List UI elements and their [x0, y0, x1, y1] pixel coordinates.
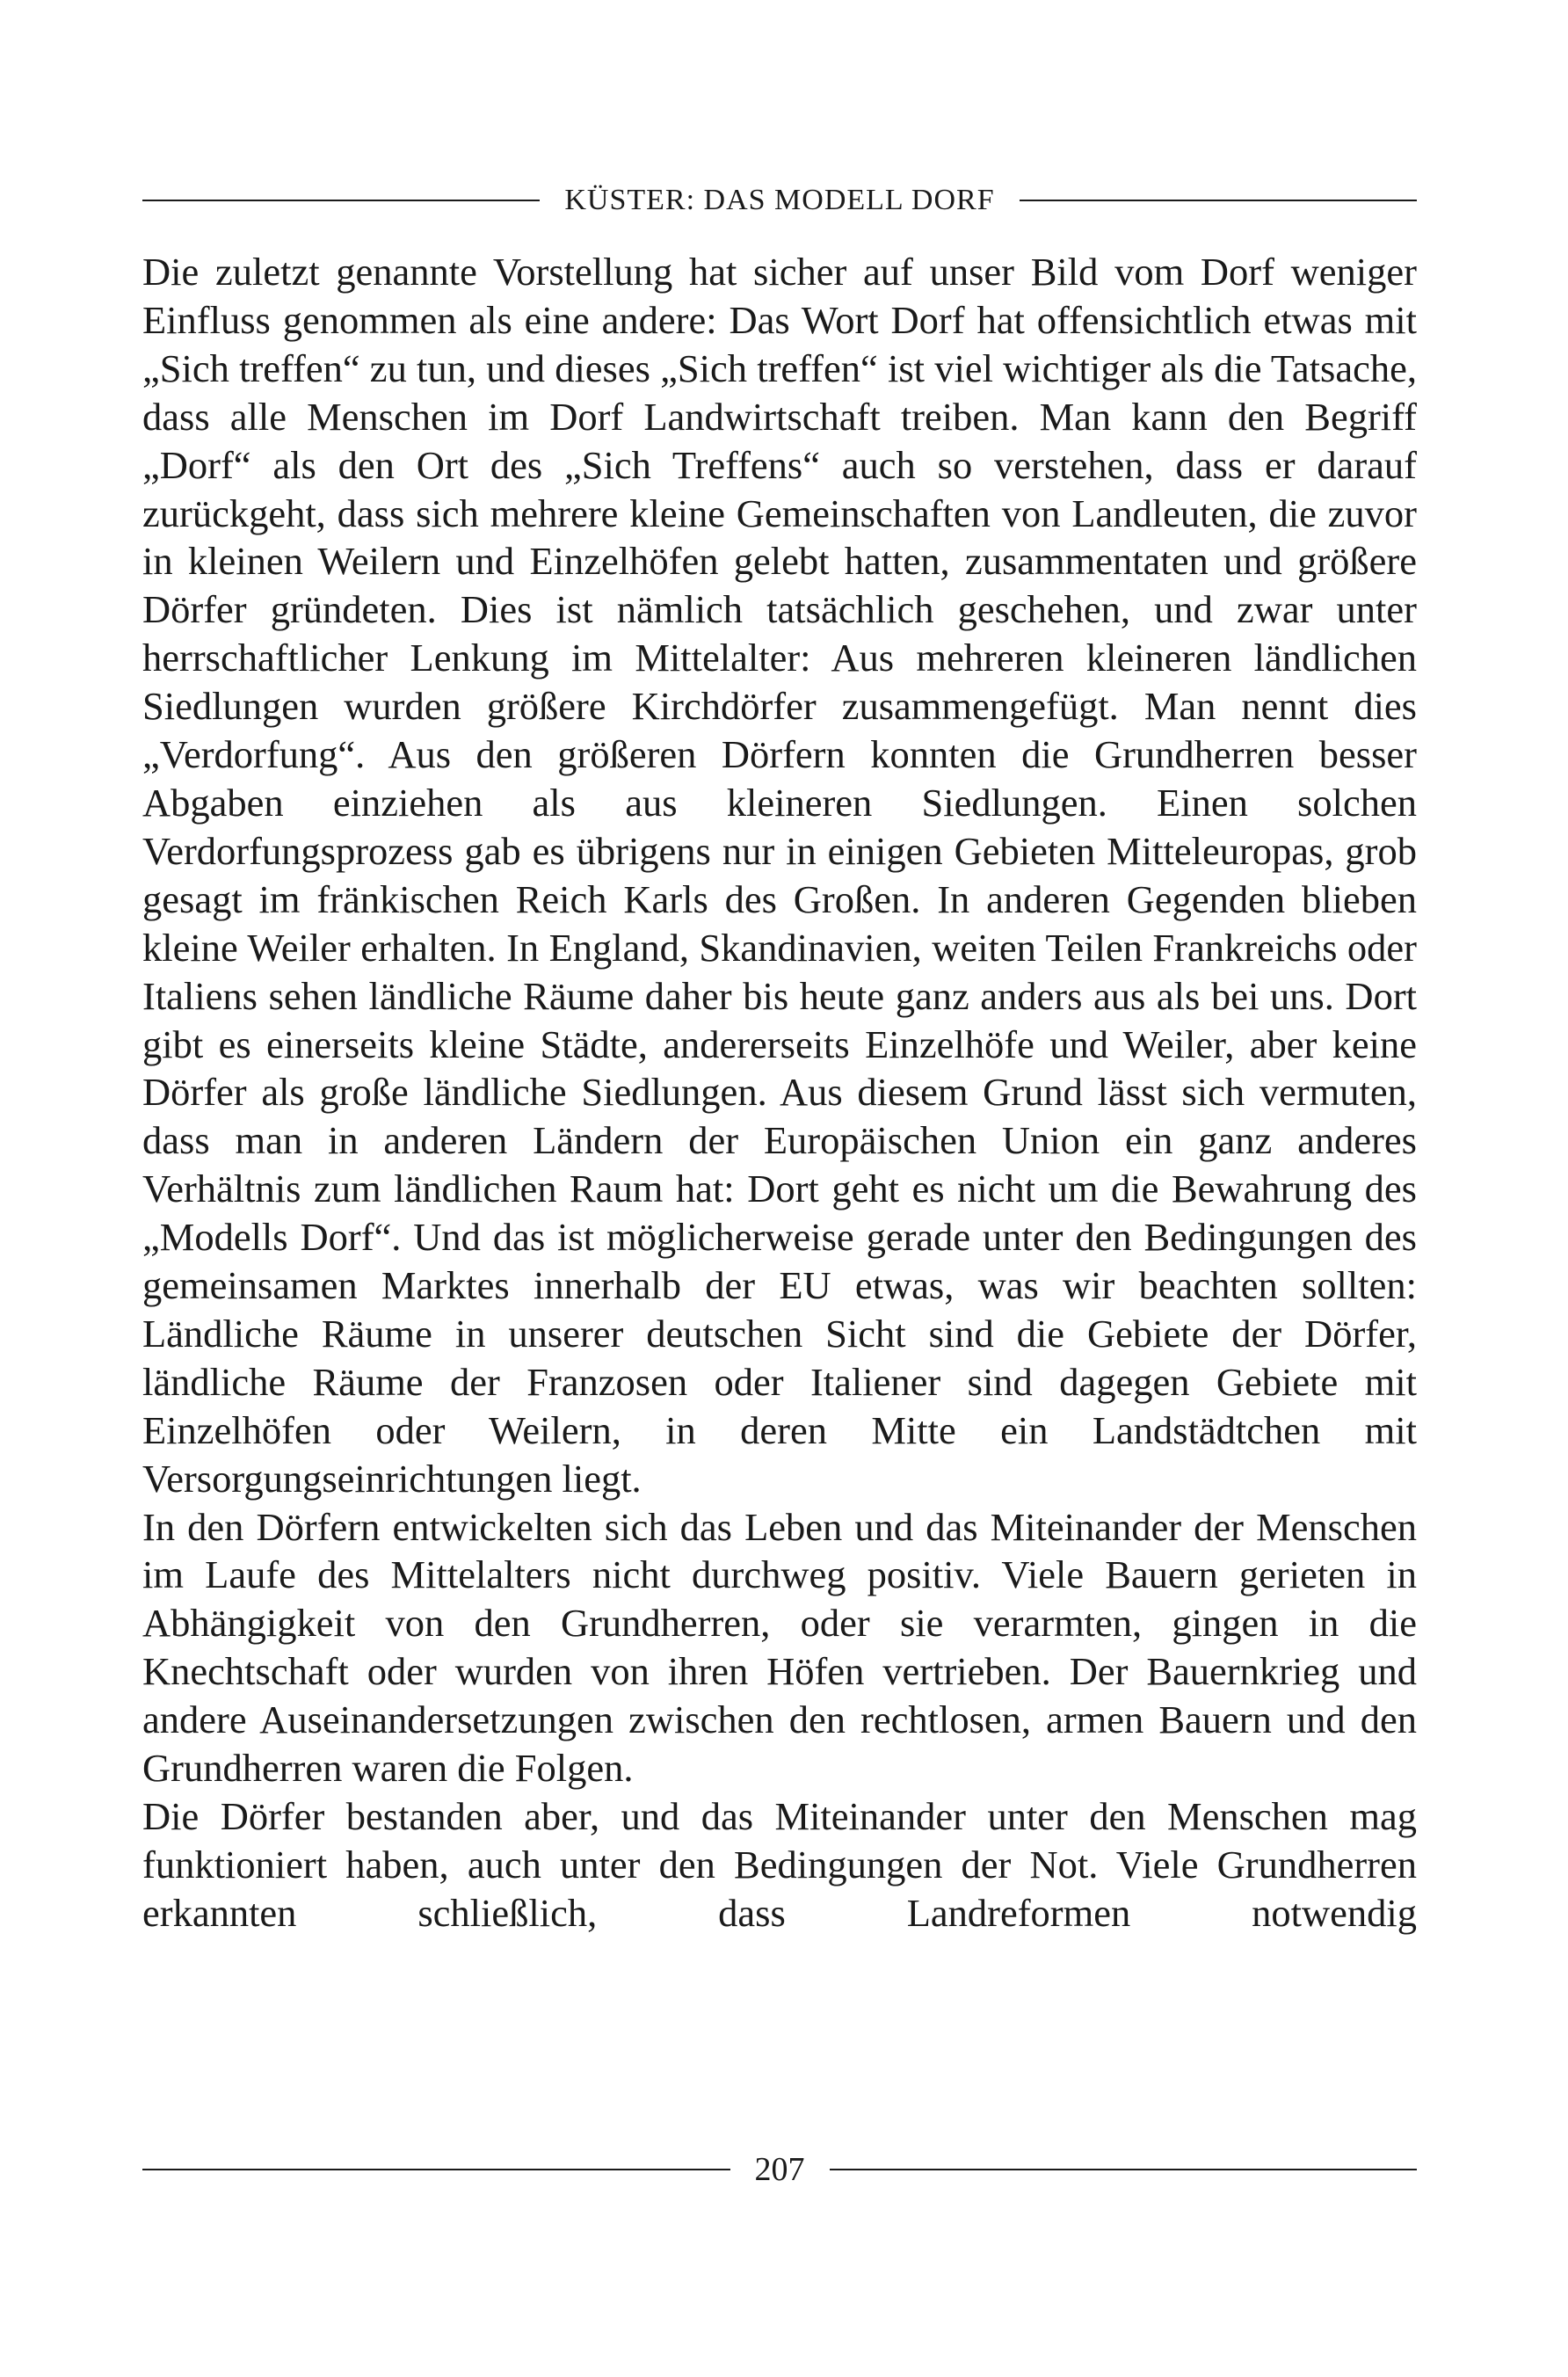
footer-rule-left	[142, 2169, 730, 2170]
paragraph-1: Die zuletzt genannte Vorstellung hat sicher auf unser Bild vom Dorf weniger Einfluss genommen als eine andere: Das Wort Dorf hat offensichtlich etwas mit „Sich treffen“ zu tun, und dieses „Sich treffen“ ist viel wichtiger als die Tatsache, dass alle Menschen im Dorf Landwirtschaft treiben. Man kann den Begriff „Dorf“ als den Ort des „Sich Treffens“ auch so verstehen, dass er darauf zurückgeht, dass sich mehrere kleine Gemeinschaften von Landleuten, die zuvor in kleinen Weilern und Einzelhöfen gelebt hatten, zusammentaten und größere Dörfer gründeten. Dies ist nämlich tatsächlich geschehen, und zwar unter herrschaftlicher Lenkung im Mittelalter: Aus mehreren kleineren ländlichen Siedlungen wurden größere Kirchdörfer zusammengefügt. Man nennt dies „Verdorfung“. Aus den größeren Dörfern konnten die Grundherren besser Abgaben einziehen als aus kleineren Siedlungen. Einen solchen Verdorfungsprozess gab es übrigens nur in einigen Gebieten Mitteleuropas, grob gesagt im fränkischen Reich Karls des Großen. In anderen Gegenden blieben kleine Weiler erhalten. In England, Skandinavien, weiten Teilen Frankreichs oder Italiens sehen ländliche Räume daher bis heute ganz anders aus als bei uns. Dort gibt es einerseits kleine Städte, andererseits Einzelhöfe und Weiler, aber keine Dörfer als große ländliche Siedlungen. Aus diesem Grund lässt sich vermuten, dass man in anderen Ländern der Europäischen Union ein ganz anderes Verhältnis zum ländlichen Raum hat: Dort geht es nicht um die Bewahrung des „Modells Dorf“. Und das ist möglicherweise gerade unter den Bedingungen des gemeinsamen Marktes innerhalb der EU etwas, was wir beachten sollten: Ländliche Räume in unserer deutschen Sicht sind die Gebiete der Dörfer, ländliche Räume der Franzosen oder Italiener sind dagegen Gebiete mit Einzelhöfen oder Weilern, in deren Mitte ein Landstädtchen mit Versorgungseinrichtungen liegt.	[142, 250, 1417, 1501]
body-text	[142, 248, 1417, 1937]
running-header	[142, 176, 1417, 225]
running-title: KÜSTER: DAS MODELL DORF	[564, 184, 995, 216]
footer-rule-right	[830, 2169, 1418, 2170]
header-rule-right	[1020, 200, 1417, 201]
header-rule-left	[142, 200, 540, 201]
page-footer	[142, 2143, 1417, 2196]
paragraph-2: In den Dörfern entwickelten sich das Leben und das Miteinander der Menschen im Laufe des Mittelalters nicht durchweg positiv. Viele Bauern gerieten in Abhängigkeit von den Grundherren, oder sie verarmten, gingen in die Knechtschaft oder wurden von ihren Höfen vertrieben. Der Bauernkrieg und andere Auseinandersetzungen zwischen den rechtlosen, armen Bauern und den Grundherren waren die Folgen.	[142, 1504, 1417, 1791]
page-number: 207	[754, 2151, 805, 2188]
paragraph-3: Die Dörfer bestanden aber, und das Miteinander unter den Menschen mag funktioniert haben, auch unter den Bedingungen der Not. Viele Grundherren erkannten schließlich, dass Landreformen notwendig	[142, 1794, 1417, 1935]
